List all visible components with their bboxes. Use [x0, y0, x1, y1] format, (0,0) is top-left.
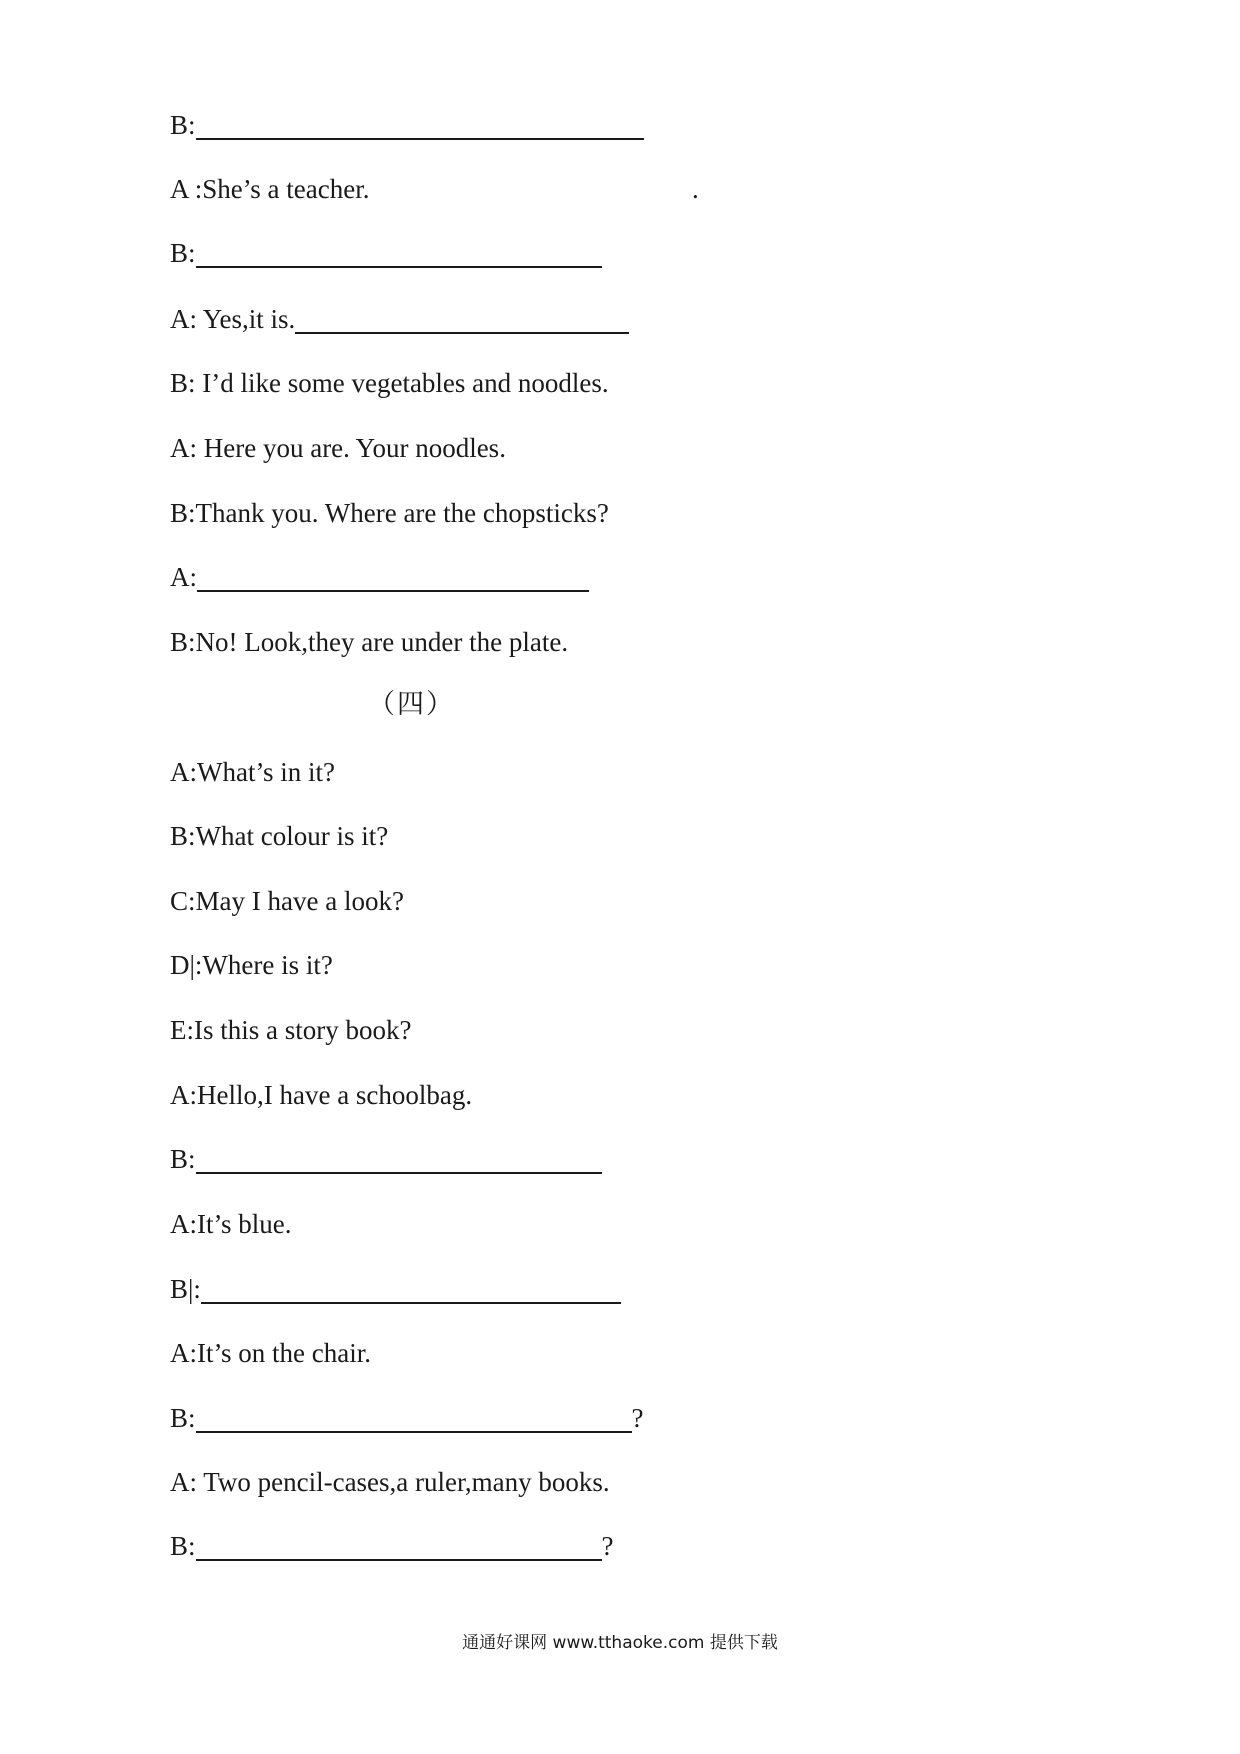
speaker-label: B:	[170, 1531, 196, 1561]
dialogue-text: A: Two pencil-cases,a ruler,many books.	[170, 1467, 610, 1497]
dialogue-text: B:No! Look,they are under the plate.	[170, 627, 569, 657]
answer-blank[interactable]	[197, 562, 589, 592]
answer-blank[interactable]	[201, 1274, 621, 1304]
option-line	[170, 1013, 411, 1047]
speaker-label: A:	[170, 562, 197, 592]
dialogue-line	[170, 1207, 292, 1241]
dialogue-line	[170, 302, 629, 336]
speaker-label: B:	[170, 110, 196, 140]
dialogue-text: B:Thank you. Where are the chopsticks?	[170, 498, 609, 528]
answer-blank[interactable]	[196, 238, 602, 268]
dialogue-line	[170, 496, 609, 530]
dialogue-line	[170, 1401, 644, 1435]
answer-blank[interactable]	[196, 1144, 602, 1174]
dialogue-text: A: Here you are. Your noodles.	[170, 433, 506, 463]
footer-source: 通通好课网 www.tthaoke.com 提供下载	[462, 1633, 778, 1653]
option-line	[170, 755, 335, 789]
dialogue-text: A:It’s blue.	[170, 1209, 292, 1239]
dialogue-line	[170, 1465, 610, 1499]
speaker-label: B:	[170, 238, 196, 268]
answer-blank[interactable]	[196, 110, 644, 140]
stray-dot: .	[692, 174, 699, 204]
dialogue-line	[170, 1336, 371, 1370]
dialogue-line	[170, 431, 506, 465]
option-line	[170, 819, 388, 853]
dialogue-line	[170, 1078, 472, 1112]
option-line	[170, 948, 333, 982]
answer-blank[interactable]	[196, 1531, 602, 1561]
dialogue-line	[170, 366, 609, 400]
dialogue-line	[170, 625, 568, 659]
dialogue-line	[170, 1142, 602, 1176]
option-text: D|:Where is it?	[170, 950, 333, 980]
dialogue-line	[170, 108, 644, 142]
speaker-label: B|:	[170, 1274, 201, 1304]
section-title: （四）	[368, 689, 455, 720]
dialogue-text: A:It’s on the chair.	[170, 1338, 371, 1368]
dialogue-line	[170, 1529, 614, 1563]
question-mark: ?	[631, 1403, 644, 1433]
answer-blank[interactable]	[295, 304, 629, 334]
option-text: A:What’s in it?	[170, 757, 335, 787]
option-line	[170, 884, 404, 918]
option-text: B:What colour is it?	[170, 821, 389, 851]
speaker-label: B:	[170, 1144, 196, 1174]
dialogue-text: A: Yes,it is.	[170, 304, 296, 334]
dialogue-text: B: I’d like some vegetables and noodles.	[170, 368, 609, 398]
dialogue-line	[170, 236, 602, 270]
answer-blank[interactable]	[196, 1403, 632, 1433]
dialogue-line	[170, 1272, 621, 1306]
speaker-label: B:	[170, 1403, 196, 1433]
dialogue-line	[170, 560, 589, 594]
dialogue-text: A :She’s a teacher.	[170, 174, 370, 204]
option-text: E:Is this a story book?	[170, 1015, 412, 1045]
option-text: C:May I have a look?	[170, 886, 404, 916]
dialogue-line	[170, 172, 369, 206]
question-mark: ?	[601, 1531, 614, 1561]
dialogue-text: A:Hello,I have a schoolbag.	[170, 1080, 473, 1110]
